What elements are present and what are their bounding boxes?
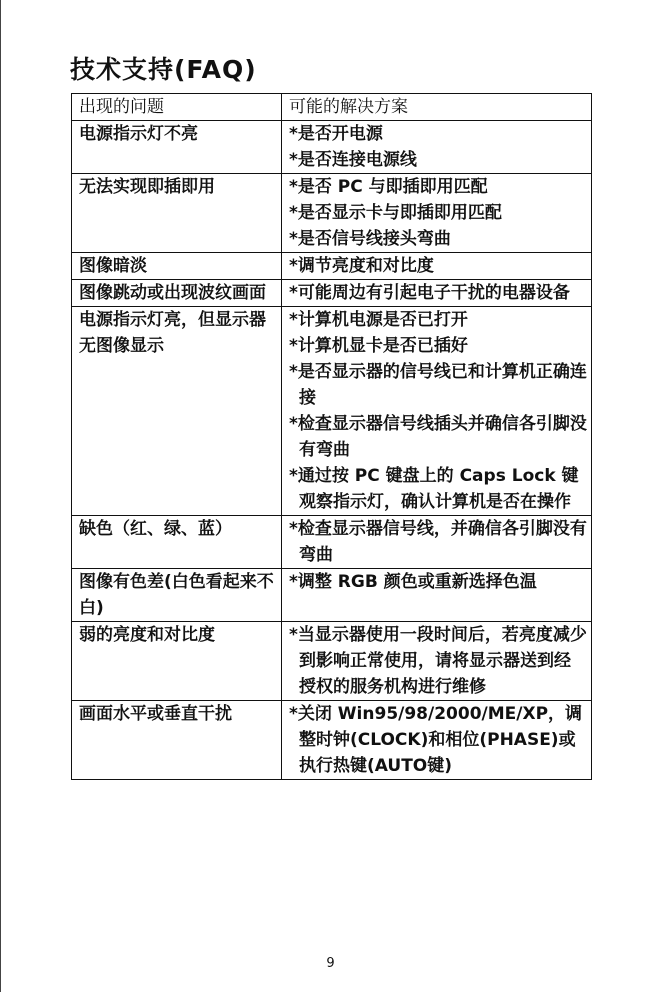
- solution-item: *是否 PC 与即插即用匹配: [289, 177, 488, 197]
- solution-cell: [282, 307, 592, 516]
- table-row: [72, 622, 592, 701]
- solution-item: *是否显示器的信号线已和计算机正确连接: [289, 362, 587, 408]
- solution-item: *检查显示器信号线插头并确信各引脚没有弯曲: [289, 414, 587, 460]
- solution-item: *关闭 Win95/98/2000/ME/XP，调整时钟(CLOCK)和相位(PHASE)或执行热键(AUTO键): [289, 704, 583, 776]
- problem-cell: 图像暗淡: [72, 253, 282, 280]
- page-title: 技术支持(FAQ): [70, 55, 257, 84]
- table-row: [72, 174, 592, 253]
- problem-cell: 图像跳动或出现波纹画面: [72, 280, 282, 307]
- page-number: 9: [326, 956, 335, 971]
- solution-cell: [282, 280, 592, 307]
- table-row: [72, 516, 592, 569]
- solution-item: *调节亮度和对比度: [289, 256, 434, 276]
- solution-item: *调整 RGB 颜色或重新选择色温: [289, 572, 537, 592]
- problem-cell: 无法实现即插即用: [72, 174, 282, 253]
- problem-cell: 画面水平或垂直干扰: [72, 701, 282, 780]
- table-row: [72, 121, 592, 174]
- solution-cell: [282, 253, 592, 280]
- problem-cell: 弱的亮度和对比度: [72, 622, 282, 701]
- problem-cell: 电源指示灯不亮: [72, 121, 282, 174]
- table-row: [72, 569, 592, 622]
- solution-cell: [282, 569, 592, 622]
- solution-item: *是否显示卡与即插即用匹配: [289, 203, 502, 223]
- header-solution: 可能的解决方案: [282, 94, 592, 121]
- solution-cell: [282, 701, 592, 780]
- problem-cell: 电源指示灯亮，但显示器无图像显示: [72, 307, 282, 516]
- table-header-row: [72, 94, 592, 121]
- solution-cell: [282, 121, 592, 174]
- solution-item: *通过按 PC 键盘上的 Caps Lock 键观察指示灯，确认计算机是否在操作: [289, 466, 579, 512]
- problem-cell: 图像有色差(白色看起来不白): [72, 569, 282, 622]
- solution-item: *是否开电源: [289, 124, 383, 144]
- faq-table: [71, 93, 592, 780]
- solution-item: *当显示器使用一段时间后，若亮度减少到影响正常使用，请将显示器送到经授权的服务机构进行维修: [289, 625, 587, 697]
- solution-item: *是否连接电源线: [289, 150, 417, 170]
- solution-cell: [282, 174, 592, 253]
- solution-cell: [282, 622, 592, 701]
- header-problem: 出现的问题: [72, 94, 282, 121]
- table-row: [72, 280, 592, 307]
- table-row: [72, 307, 592, 516]
- problem-cell: 缺色（红、绿、蓝）: [72, 516, 282, 569]
- solution-item: *计算机显卡是否已插好: [289, 336, 468, 356]
- solution-item: *是否信号线接头弯曲: [289, 229, 451, 249]
- page-left-border: [0, 0, 1, 992]
- solution-cell: [282, 516, 592, 569]
- solution-item: *检查显示器信号线，并确信各引脚没有弯曲: [289, 519, 587, 565]
- table-row: [72, 253, 592, 280]
- table-row: [72, 701, 592, 780]
- solution-item: *计算机电源是否已打开: [289, 310, 468, 330]
- solution-item: *可能周边有引起电子干扰的电器设备: [289, 283, 570, 303]
